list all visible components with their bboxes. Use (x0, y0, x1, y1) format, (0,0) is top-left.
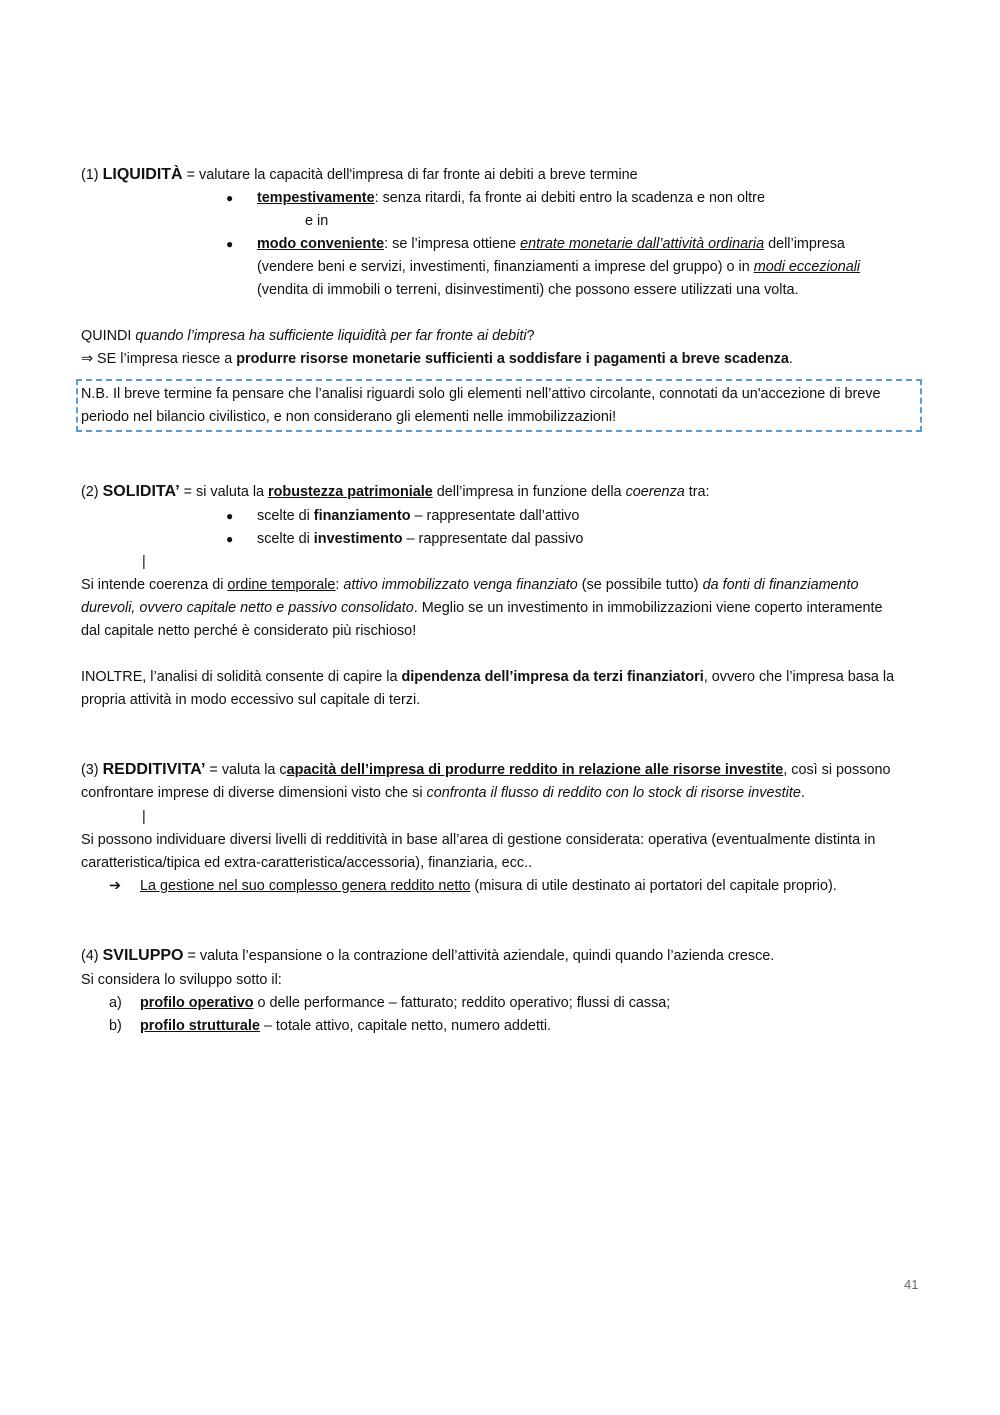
sec4-b-bold: profilo strutturale (140, 1018, 260, 1034)
sec2-b2-bold: investimento (313, 531, 403, 547)
sec2-p2-italic: durevoli, ovvero capitale netto e passivo consolidato (81, 600, 414, 616)
sec4-definition: = valuta l’espansione o la contrazione dell’attività aziendale, quindi quando l’azienda cresce. (183, 948, 775, 964)
sec2-para-line-2 (81, 597, 883, 619)
sec2-p4-bold: dipendenza dell’impresa da terzi finanziatori (401, 669, 704, 685)
sec1-definition: = valutare la capacità dell'impresa di far fronte ai debiti a breve termine (182, 167, 638, 183)
sec3-line-2 (81, 782, 805, 804)
sec1-conclusion (81, 348, 793, 370)
sec3-para-line-2: caratteristica/tipica ed extra-caratteristica/accessoria), finanziaria, ecc.. (81, 855, 533, 871)
sec1-b2-text-a: : se l’impresa ottiene (384, 236, 521, 252)
sec4-number: (4) (81, 948, 103, 964)
sec2-inoltre-line-2: propria attività in modo eccessivo sul capitale di terzi. (81, 692, 421, 708)
sec2-b2-a: scelte di (257, 531, 314, 547)
sec1-bullet-2 (257, 233, 845, 255)
sec3-def-a: = valuta la c (205, 762, 287, 778)
sec2-p1-italic-2: da fonti di finanziamento (702, 577, 859, 593)
sec4-b-text: – totale attivo, capitale netto, numero addetti. (259, 1018, 552, 1034)
sec1-heading (81, 164, 638, 186)
sec2-def-c: tra: (684, 484, 710, 500)
sec2-p2-b: . Meglio se un investimento in immobilizzazioni viene coperto interamente (413, 600, 883, 616)
sec3-para-line-1: Si possono individuare diversi livelli di redditività in base all’area di gestione considerata: operativa (eventualmente distinta in (81, 832, 876, 848)
sec1-b2-italic-a: entrate monetarie dall’attività ordinaria (520, 236, 765, 252)
sec4-item-a (140, 992, 670, 1014)
sec1-b1-continuation: e in (305, 213, 329, 229)
sec2-def-italic: coerenza (625, 484, 685, 500)
bullet-icon: ● (226, 532, 234, 546)
sec2-p4-a: INOLTRE, l’analisi di solidità consente di capire la (81, 669, 402, 685)
sec2-heading (81, 481, 710, 503)
sec4-a-text: o delle performance – fatturato; reddito operativo; flussi di cassa; (253, 995, 671, 1011)
sec1-bullet-2-line3: (vendita di immobili o terreni, disinvestimenti) che possono essere utilizzati una volta. (257, 282, 799, 298)
sec1-bullet-1 (257, 187, 765, 209)
sec2-p1-b: : (335, 577, 344, 593)
sec3-arrow-item (140, 875, 837, 897)
quindi-question: quando l’impresa ha sufficiente liquidità per far fronte ai debiti (135, 328, 527, 344)
quindi-label: QUINDI (81, 328, 136, 344)
sec3-arrow-underlined: La gestione nel suo complesso genera reddito netto (140, 878, 471, 894)
sec4-a-bold: profilo operativo (140, 995, 254, 1011)
sec1-quindi (81, 325, 535, 347)
sec1-b2-term: modo conveniente (257, 236, 385, 252)
sec2-b2-b: – rappresentate dal passivo (402, 531, 584, 547)
sec3-title: REDDITIVITA’ (102, 761, 206, 778)
sec2-para-line-3: dal capitale netto perché è considerato più rischioso! (81, 623, 417, 639)
sec4-item-b (140, 1015, 551, 1037)
sec2-p1-underlined: ordine temporale (227, 577, 336, 593)
sec2-para-line-1 (81, 574, 859, 596)
conclusion-bold: produrre risorse monetarie sufficienti a soddisfare i pagamenti a breve scadenza (236, 351, 789, 367)
bullet-icon: ● (226, 509, 234, 523)
sec2-pipe: | (142, 554, 146, 570)
sec2-inoltre-line-1 (81, 666, 894, 688)
sec2-title: SOLIDITA’ (102, 483, 180, 500)
sec4-title: SVILUPPO (102, 947, 184, 964)
sec1-number: (1) (81, 167, 103, 183)
sec1-b1-text: : senza ritardi, fa fronte ai debiti entro la scadenza e non oltre (374, 190, 765, 206)
conclusion-text: SE l’impresa riesce a (93, 351, 237, 367)
sec2-b1-b: – rappresentate dall’attivo (410, 508, 580, 524)
sec2-number: (2) (81, 484, 103, 500)
sec1-b2-text-b: dell’impresa (764, 236, 845, 252)
sec2-def-bold: robustezza patrimoniale (268, 484, 433, 500)
page-number: 41 (904, 1277, 919, 1292)
sec1-b2-line2-italic: modi eccezionali (753, 259, 861, 275)
sec3-pipe: | (142, 809, 146, 825)
sec1-b2-line2-a: (vendere beni e servizi, investimenti, finanziamenti a imprese del gruppo) o in (257, 259, 754, 275)
sec4-item-a-label: a) (109, 995, 122, 1011)
sec4-heading (81, 945, 774, 967)
sec2-p1-c: (se possibile tutto) (577, 577, 703, 593)
nb-note-line-1: N.B. Il breve termine fa pensare che l’analisi riguardi solo gli elementi nell’attivo circolante, connotati da un'accezione di breve (81, 386, 881, 402)
bullet-icon: ● (226, 237, 234, 251)
sec4-intro: Si considera lo sviluppo sotto il: (81, 972, 282, 988)
sec4-item-b-label: b) (109, 1018, 122, 1034)
sec1-title: LIQUIDITÀ (102, 166, 183, 183)
conclusion-end: . (788, 351, 793, 367)
sec3-def-b: , così si possono (783, 762, 891, 778)
sec2-p4-b: , ovvero che l’impresa basa la (703, 669, 895, 685)
sec2-p1-a: Si intende coerenza di (81, 577, 228, 593)
sec2-def-a: = si valuta la (179, 484, 269, 500)
sec3-heading (81, 759, 890, 781)
sec3-line2-a: confrontare imprese di diverse dimensioni visto che si (81, 785, 427, 801)
sec1-b1-term: tempestivamente (257, 190, 375, 206)
sec3-def-bold: apacità dell’impresa di produrre reddito in relazione alle risorse investite (286, 762, 784, 778)
quindi-end: ? (526, 328, 535, 344)
sec3-line2-b: . (800, 785, 805, 801)
sec3-number: (3) (81, 762, 103, 778)
nb-note-line-2: periodo nel bilancio civilistico, e non considerano gli elementi nelle immobilizzazioni! (81, 409, 617, 425)
arrow-icon: ➔ (109, 878, 122, 894)
sec2-b1-a: scelte di (257, 508, 314, 524)
sec2-b1-bold: finanziamento (313, 508, 411, 524)
bullet-icon: ● (226, 191, 234, 205)
sec1-bullet-2-line2 (257, 256, 860, 278)
sec3-line2-italic: confronta il flusso di reddito con lo stock di risorse investite (426, 785, 801, 801)
sec2-def-b: dell’impresa in funzione della (432, 484, 626, 500)
sec2-bullet-1 (257, 505, 579, 527)
implies-arrow-icon: ⇒ (81, 351, 94, 367)
sec2-p1-italic-1: attivo immobilizzato venga finanziato (343, 577, 578, 593)
sec3-arrow-text: (misura di utile destinato ai portatori del capitale proprio). (470, 878, 837, 894)
sec2-bullet-2 (257, 528, 583, 550)
